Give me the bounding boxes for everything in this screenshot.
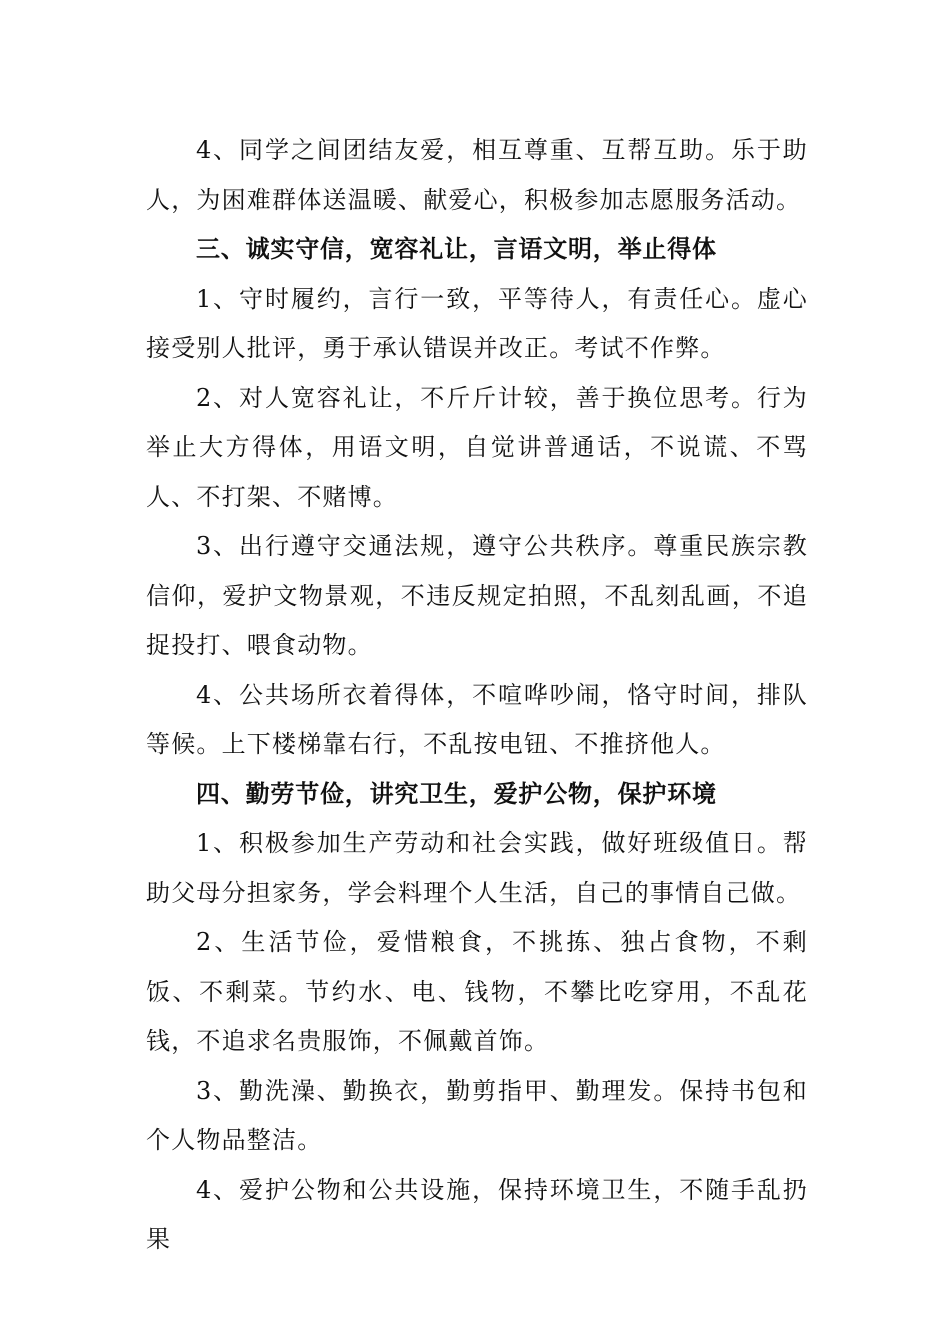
- paragraph-item-4-unity: 4、同学之间团结友爱，相互尊重、互帮互助。乐于助人，为困难群体送温暖、献爱心，积极参加志愿服务活动。: [146, 136, 808, 214]
- paragraph-item-3-travel: 3、出行遵守交通法规，遵守公共秩序。尊重民族宗教信仰，爱护文物景观，不违反规定拍照，不乱刻乱画，不追捉投打、喂食动物。: [146, 532, 808, 659]
- paragraph-item-2-tolerance: 2、对人宽容礼让，不斤斤计较，善于换位思考。行为举止大方得体，用语文明，自觉讲普通话，不说谎、不骂人、不打架、不赌博。: [146, 383, 808, 511]
- paragraph-item-1-honesty: 1、守时履约，言行一致，平等待人，有责任心。虚心接受别人批评，勇于承认错误并改正。考试不作弊。: [146, 284, 808, 362]
- document-page: [146, 126, 808, 1265]
- paragraph-item-2-thrift: 2、生活节俭，爱惜粮食，不挑拣、独占食物，不剩饭、不剩菜。节约水、电、钱物，不攀比吃穿用，不乱花钱，不追求名贵服饰，不佩戴首饰。: [146, 928, 808, 1055]
- section-heading-3: 三、诚实守信，宽容礼让，言语文明，举止得体: [196, 235, 717, 263]
- paragraph-item-4-public-property: 4、爱护公物和公共设施，保持环境卫生，不随手乱扔果: [146, 1175, 808, 1253]
- section-heading-4: 四、勤劳节俭，讲究卫生，爱护公物，保护环境: [196, 779, 717, 808]
- paragraph-item-4-public-places: 4、公共场所衣着得体，不喧哗吵闹，恪守时间，排队等候。上下楼梯靠右行，不乱按电钮、不推挤他人。: [146, 680, 808, 758]
- paragraph-item-1-labor: 1、积极参加生产劳动和社会实践，做好班级值日。帮助父母分担家务，学会料理个人生活，自己的事情自己做。: [146, 829, 808, 907]
- paragraph-item-3-hygiene: 3、勤洗澡、勤换衣，勤剪指甲、勤理发。保持书包和个人物品整洁。: [146, 1076, 808, 1154]
